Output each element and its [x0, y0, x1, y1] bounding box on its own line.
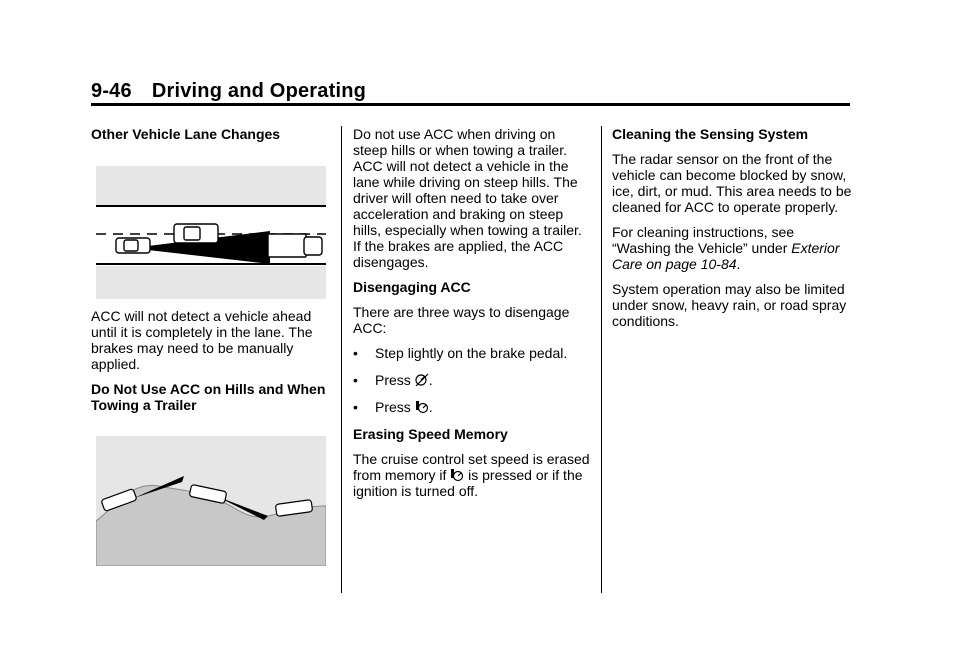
disengage-list [353, 345, 593, 415]
paragraph-cleaning-ref: For cleaning instructions, see “Washing the Vehicle” under Exterior Care on page 10-84. [612, 224, 840, 272]
paragraph-radar: The radar sensor on the front of the vehicle can become blocked by snow, ice, dirt, or mud. This area needs to be cleaned for ACC to operate properly. [612, 151, 852, 215]
paragraph-three-ways: There are three ways to disengage ACC: [353, 304, 570, 336]
column-2 [353, 126, 593, 499]
column-1 [91, 126, 331, 142]
heading-cleaning: Cleaning the Sensing System [612, 126, 809, 142]
page-header [91, 80, 366, 103]
lane-change-illustration [96, 166, 326, 299]
cruise-off-icon [415, 373, 429, 387]
column-3 [612, 126, 852, 329]
header-rule [91, 103, 850, 106]
cruise-on-icon [415, 400, 429, 414]
paragraph-erasing: The cruise control set speed is erased from memory if is pressed or if the ignition is turned off. [353, 451, 590, 499]
list-item: • Press . [353, 372, 433, 388]
column-1-lower [91, 308, 331, 413]
heading-erasing: Erasing Speed Memory [353, 426, 508, 442]
column-divider-1 [341, 126, 342, 593]
heading-disengaging: Disengaging ACC [353, 279, 471, 295]
paragraph-limitations: System operation may also be limited under snow, heavy rain, or road spray conditions. [612, 281, 847, 329]
section-title: Driving and Operating [151, 80, 367, 102]
column-divider-2 [601, 126, 602, 593]
list-item: • Step lightly on the brake pedal. [353, 345, 568, 361]
paragraph-acc-detect: ACC will not detect a vehicle ahead until it is completely in the lane. The brakes may need to be manually applied. [91, 308, 313, 372]
list-item: • Press . [353, 399, 433, 415]
paragraph-hills: Do not use ACC when driving on steep hills or when towing a trailer. ACC will not detect a vehicle in the lane while driving on steep hills. The driver will often need to take over acceleration and braking on steep hills, especially when towing a trailer. If the brakes are applied, the ACC disengages. [353, 126, 582, 270]
page-number: 9-46 [91, 80, 132, 102]
hills-illustration [96, 436, 326, 566]
cruise-on-icon [450, 468, 464, 482]
heading-hills-trailer: Do Not Use ACC on Hills and When Towing a Trailer [91, 381, 326, 413]
heading-lane-changes: Other Vehicle Lane Changes [91, 126, 281, 142]
exterior-care-link[interactable]: Exterior Care on page 10-84 [612, 240, 840, 272]
